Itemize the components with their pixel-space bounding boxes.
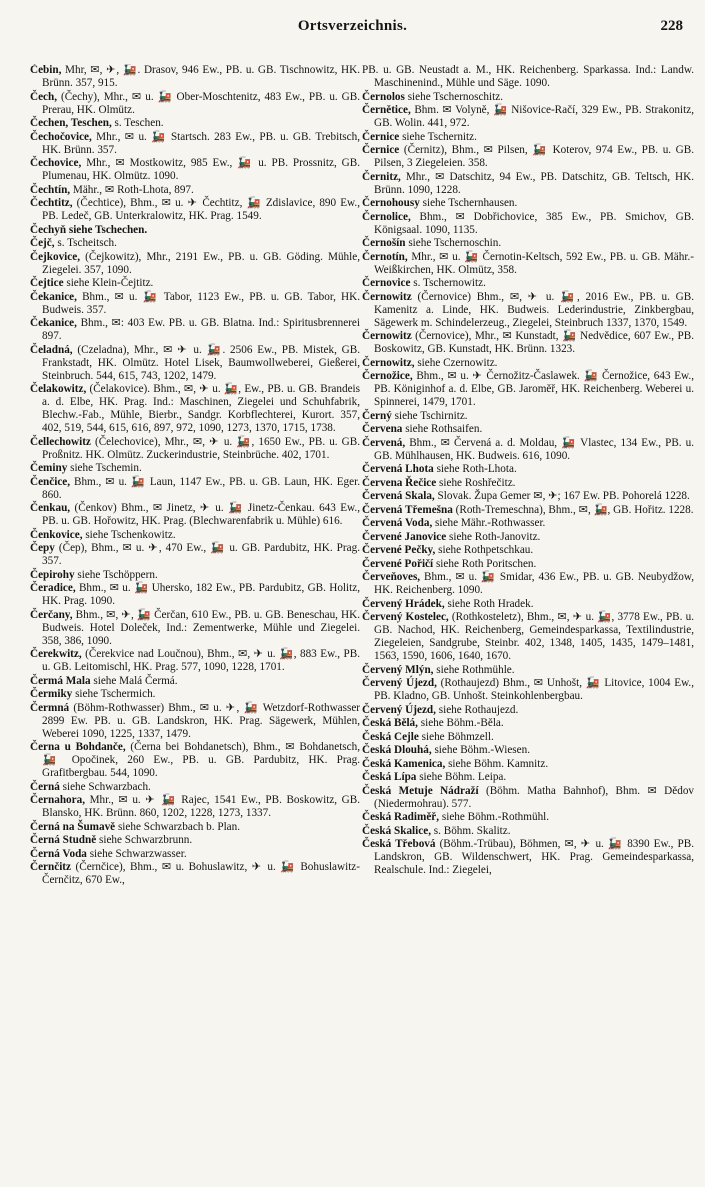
entry-text: siehe Roth Poritschen. <box>435 557 537 570</box>
entry-text: (Čelechovice), Mhr., ✉, ✈ u. 🚂, 1650 Ew., PB. u. GB. Proßnitz. HK. Olmütz. Zuckerindustrie, Steinbrüche. 402, 1701. <box>42 435 360 461</box>
entry-text: siehe Tschemin. <box>70 462 142 474</box>
directory-entry <box>30 834 360 847</box>
entry-headword: Černý <box>362 409 392 422</box>
entry-headword: Čech, <box>30 90 58 103</box>
entry-headword: Černolos <box>362 90 405 103</box>
directory-entry <box>362 277 694 290</box>
directory-entry <box>362 437 694 463</box>
directory-entry <box>362 463 694 476</box>
entry-text: siehe Czernowitz. <box>417 356 498 369</box>
directory-entry <box>362 677 694 703</box>
entry-text: (Černovice) Bhm., ✉, ✈ u. 🚂, 2016 Ew., PB. u. GB. Kamenitz a. Linde, HK. Budweis. Lederindustrie, Zinkbergbau, Sägewerk m. Schindelerzeug., Ziegelei, Steinbruch 1337, 1370, 1549. <box>374 290 694 329</box>
entry-headword: Česká Radiměř, <box>362 811 440 823</box>
directory-entry <box>362 104 694 130</box>
directory-entry <box>362 291 694 330</box>
entry-text: siehe Schwarzbach. <box>62 780 151 793</box>
entry-text: s. Teschen. <box>114 117 164 129</box>
entry-headword: Česká Skalice, <box>362 824 431 837</box>
directory-entry <box>30 502 360 528</box>
directory-entry <box>362 785 694 811</box>
entry-text: siehe Tschernitz. <box>402 130 477 143</box>
entry-headword: Černá na Šumavě <box>30 820 116 833</box>
directory-entry <box>362 611 694 663</box>
entry-headword: Česká Lípa <box>362 771 417 783</box>
entry-headword: Červeňoves, <box>362 571 421 583</box>
entry-text: siehe Roth-Janovitz. <box>449 530 541 543</box>
entry-text: Mhr., ✉ u. ✈ 🚂 Rajec, 1541 Ew., PB. Boskowitz, GB. Blansko, HK. Brünn. 860, 1202, 1228, 1273, 1337. <box>42 794 360 819</box>
entry-headword: Česká Třebová <box>362 838 436 850</box>
entry-text: (Černa bei Bohdanetsch), Bhm., ✉ Bohdanetsch, 🚂 Opočinek, 260 Ew., PB. u. GB. Pardubitz, HK. Prag. Grafitbergbau. 544, 1090. <box>42 741 360 779</box>
directory-entry <box>362 423 694 436</box>
entry-headword: Černá Voda <box>30 847 87 860</box>
entry-text: siehe Böhmzell. <box>421 730 494 743</box>
directory-entry <box>30 197 360 223</box>
entry-text: (Böhm-Rothwasser) Bhm., ✉ u. ✈, 🚂 Wetzdorf-Rothwasser 2899 Ew. PB. u. GB. Landskron, HK. Prag. Sägewerk, Mühlen, Weberei 1090, 1225, 1337, 1479. <box>42 701 360 740</box>
entry-headword: Černovice <box>362 277 411 289</box>
directory-entry <box>30 224 360 237</box>
directory-entry <box>362 664 694 677</box>
entry-headword: Čekanice, <box>30 317 77 329</box>
entry-text: s. Tschernowitz. <box>413 277 486 289</box>
entry-headword: Černahora, <box>30 794 85 806</box>
directory-entry <box>30 702 360 741</box>
directory-entry <box>362 825 694 838</box>
entry-headword: Čechtitz, <box>30 197 73 209</box>
entry-text: Bhm., ✉ u. 🚂 Laun, 1147 Ew., PB. u. GB. Laun, HK. Eger. 860. <box>42 475 360 501</box>
entry-text: Bhm., ✉ u. 🚂 Tabor, 1123 Ew., PB. u. GB. Tabor, HK. Budweis. 357. <box>42 290 360 316</box>
directory-entry <box>362 558 694 571</box>
directory-entry <box>30 344 360 383</box>
entry-text: siehe Rothpetschkau. <box>438 544 534 556</box>
directory-entry <box>30 476 360 502</box>
entry-headword: Červený Újezd, <box>362 703 436 716</box>
directory-entry <box>30 436 360 462</box>
entry-text: Mähr., ✉ Roth-Lhota, 897. <box>72 183 194 196</box>
entry-headword: Čebin, <box>30 64 62 76</box>
entry-headword: Čepy <box>30 542 55 554</box>
directory-entry <box>362 598 694 611</box>
entry-text: siehe Tschirnitz. <box>394 409 468 422</box>
directory-entry <box>30 64 360 90</box>
entry-text: s. Tscheitsch. <box>57 237 117 249</box>
entry-text: (Černovice), Mhr., ✉ Kunstadt, 🚂 Nedvědice, 607 Ew., PB. Boskowitz, GB. Kunstadt, HK. Brünn. 1323. <box>374 330 694 355</box>
entry-headword: Čelakowitz, <box>30 383 87 395</box>
entry-headword: Černice <box>362 130 400 143</box>
entry-headword: Čekanice, <box>30 290 77 303</box>
directory-entry <box>30 529 360 542</box>
entry-text: (Roth-Tremeschna), Bhm., ✉, 🚂, GB. Hořitz. 1228. <box>455 503 694 516</box>
directory-entry <box>30 291 360 317</box>
entry-headword: Černošín <box>362 237 406 249</box>
entry-headword: Česká Metuje Nádraží <box>362 784 479 797</box>
entry-headword: Černětice, <box>362 104 411 116</box>
entry-headword: Černá <box>30 780 60 793</box>
directory-entry <box>362 370 694 409</box>
entry-headword: Černožice, <box>362 370 413 382</box>
entry-text: siehe Rothaujezd. <box>438 703 519 716</box>
entry-headword: Čepirohy <box>30 568 75 581</box>
entry-headword: Čechyň siehe Tschechen. <box>30 223 148 236</box>
directory-entry <box>30 794 360 820</box>
entry-text: siehe Tschöppern. <box>77 568 158 581</box>
entry-text: siehe Tschernhausen. <box>422 197 518 209</box>
directory-entry <box>30 251 360 277</box>
directory-entry <box>30 383 360 435</box>
directory-entry <box>30 237 360 250</box>
entry-text: siehe Mähr.-Rothwasser. <box>435 517 546 529</box>
entry-text: Bhm., ✉: 403 Ew. PB. u. GB. Blatna. Ind.: Spiritusbrennerei 897. <box>42 317 360 342</box>
directory-entry <box>362 144 694 170</box>
entry-text: Bhm. ✉ Volyně, 🚂 Nišovice-Račí, 329 Ew., PB. Strakonitz, GB. Wolin. 441, 972. <box>374 104 694 129</box>
directory-entry <box>30 648 360 674</box>
entry-headword: Černá Studně <box>30 834 97 846</box>
directory-entry <box>30 675 360 688</box>
entry-text: (Čerekvice nad Loučnou), Bhm., ✉, ✈ u. 🚂, 883 Ew., PB. u. GB. Leitomischl, HK. Prag. 577, 1090, 1228, 1701. <box>42 648 360 673</box>
directory-entry <box>362 171 694 197</box>
directory-entry <box>362 758 694 771</box>
directory-entry <box>30 462 360 475</box>
entry-text: siehe Malá Čermá. <box>93 674 178 687</box>
entry-headword: Čeminy <box>30 462 68 474</box>
entry-headword: Čermiky <box>30 688 73 700</box>
entry-text: Bhm., ✉ Červená a. d. Moldau, 🚂 Vlastec, 134 Ew., PB. u. GB. Mühlhausen, HK. Budweis. 616, 1090. <box>374 436 694 462</box>
entry-headword: Čerčany, <box>30 608 73 621</box>
entry-text: Bhm., ✉, ✈, 🚂 Čerčan, 610 Ew., PB. u. GB. Beneschau, HK. Budweis. Hotel Doleček, Ind.: Zementwerke, Mühle und Ziegelei. 358, 386, 1090. <box>42 608 360 647</box>
directory-entry <box>362 771 694 784</box>
entry-text: Mhr, ✉, ✈, 🚂. Drasov, 946 Ew., PB. u. GB. Tischnowitz, HK. Brünn. 357, 915. <box>42 64 360 89</box>
entry-headword: Černowitz <box>362 330 412 342</box>
entry-text: (Čelakovice). Bhm., ✉, ✈ u. 🚂, Ew., PB. u. GB. Brandeis a. d. Elbe, HK. Prag. Ind.: Maschinen, Ziegelei und Schuhfabrik, Blechw.-Fab., Mühle, Bierbr., Sandgr. Korbflechterei, Kurort. 357, 402, 519, 544, 615, 616, 897, 972, 1090, 1273, 1370, 1715, 1738. <box>42 383 360 434</box>
right-column <box>362 64 694 1174</box>
entry-text: (Rothaujezd) Bhm., ✉ Unhošt, 🚂 Litovice, 1004 Ew., PB. Kladno, GB. Unhošt. Steinkohlenbergbau. <box>374 677 694 702</box>
entry-text: siehe Klein-Čejtitz. <box>66 277 154 289</box>
entry-headword: Černowitz <box>362 290 412 303</box>
directory-entry <box>362 490 694 503</box>
directory-entry <box>30 117 360 130</box>
directory-entry <box>362 517 694 530</box>
entry-headword: Čejtice <box>30 277 64 289</box>
directory-entry <box>30 848 360 861</box>
entry-headword: Červený Mlýn, <box>362 663 434 676</box>
entry-text: Mhr., ✉ Mostkowitz, 985 Ew., 🚂 u. PB. Prossnitz, GB. Plumenau, HK. Olmütz. 1090. <box>42 157 360 182</box>
entry-headword: Čellechowitz <box>30 435 91 448</box>
entry-text: Slovak. Župa Gemer ✉, ✈; 167 Ew. PB. Pohorelá 1228. <box>437 490 690 502</box>
entry-text: (Czeladna), Mhr., ✉ ✈ u. 🚂. 2506 Ew., PB. Mistek, GB. Frankstadt, HK. Olmütz. Hotel Lisek, Baumwollweberei, Gießerei, Steinbruch. 544, 615, 743, 1202, 1479. <box>42 343 360 382</box>
directory-entry <box>362 211 694 237</box>
directory-entry <box>30 861 360 887</box>
entry-headword: Červena <box>362 423 403 435</box>
entry-headword: Černice <box>362 144 400 156</box>
entry-text: siehe Tschenkowitz. <box>85 528 176 541</box>
entry-headword: Česká Dlouhá, <box>362 744 432 756</box>
entry-text: siehe Böhm.-Wiesen. <box>434 744 530 756</box>
directory-entry <box>362 197 694 210</box>
entry-text: (Černčice), Bhm., ✉ u. Bohuslawitz, ✈ u. 🚂 Bohuslawitz-Černčitz, 670 Ew., <box>42 861 360 886</box>
directory-entry <box>362 504 694 517</box>
entry-text: siehe Roth-Lhota. <box>436 463 517 475</box>
directory-entry <box>362 237 694 250</box>
entry-text: siehe Böhm.-Rothmühl. <box>441 811 550 823</box>
entry-text: siehe Roshřečitz. <box>439 476 516 489</box>
directory-entry <box>362 410 694 423</box>
entry-headword: Černowitz, <box>362 356 415 369</box>
entry-headword: Čechen, Teschen, <box>30 117 112 129</box>
entry-headword: Červená, <box>362 436 406 449</box>
directory-entry <box>362 131 694 144</box>
entry-text: Bhm., ✉ u. 🚂 Uhersko, 182 Ew., PB. Pardubitz, GB. Holitz, HK. Prag. 1090. <box>42 582 360 607</box>
entry-text: siehe Böhm. Kamnitz. <box>448 757 549 770</box>
directory-entry <box>30 609 360 648</box>
entry-headword: Červený Kostelec, <box>362 611 449 623</box>
entry-headword: Červené Janovice <box>362 530 447 543</box>
entry-headword: Čerekwitz, <box>30 648 82 660</box>
directory-entry <box>362 704 694 717</box>
entry-headword: Červený Hrádek, <box>362 597 445 610</box>
entry-text: (Černitz), Bhm., ✉ Pilsen, 🚂 Koterov, 974 Ew., PB. u. GB. Pilsen, 3 Ziegeleien. 358. <box>374 144 694 169</box>
entry-headword: Červená Lhota <box>362 463 434 475</box>
entry-headword: Česká Bělá, <box>362 717 418 729</box>
entry-headword: Čejč, <box>30 237 55 249</box>
entry-text: siehe Tschernoschitz. <box>407 90 504 103</box>
directory-entry <box>30 688 360 701</box>
entry-headword: Červená Voda, <box>362 517 433 529</box>
entry-headword: Černolice, <box>362 210 411 223</box>
entry-text: siehe Schwarzwasser. <box>89 847 187 860</box>
directory-entry <box>30 317 360 343</box>
entry-headword: Čejkovice, <box>30 250 81 263</box>
entry-text: siehe Böhm. Leipa. <box>419 771 507 783</box>
entry-text: PB. u. GB. Neustadt a. M., HK. Reichenberg. Sparkassa. Ind.: Landw. Maschinenind., Mühle und Säge. 1090. <box>362 64 694 89</box>
entry-text: Bhm., ✉ u. ✈ Černožitz-Časlawek. 🚂 Černožice, 643 Ew., PB. Königinhof a. d. Elbe, GB. Jaroměř, HK. Reichenberg. Weberei u. Spinnerei, 1479, 1701. <box>374 370 694 408</box>
entry-text: siehe Tschermich. <box>75 688 156 700</box>
directory-entry <box>362 531 694 544</box>
directory-entry <box>30 91 360 117</box>
entry-headword: Černotín, <box>362 250 408 263</box>
page-number: 228 <box>660 18 683 34</box>
directory-entry <box>362 811 694 824</box>
directory-entry <box>362 251 694 277</box>
directory-entry <box>30 741 360 780</box>
entry-headword: Červena Řečice <box>362 476 437 489</box>
directory-entry <box>362 544 694 557</box>
entry-text: siehe Tschernoschin. <box>408 237 502 249</box>
entry-text: siehe Roth Hradek. <box>447 597 534 610</box>
entry-headword: Černohousy <box>362 197 420 209</box>
entry-text: (Čenkov) Bhm., ✉ Jinetz, ✈ u. 🚂 Jinetz-Čenkau. 643 Ew., PB. u. GB. Hořowitz, HK. Prag. (Blechwarenfabrik u. Mühle) 616. <box>42 502 360 527</box>
directory-entry <box>362 744 694 757</box>
entry-headword: Čenkau, <box>30 502 71 514</box>
entry-text: (Čechy), Mhr., ✉ u. 🚂 Ober-Moschtenitz, 483 Ew., PB. u. GB. Prerau, HK. Olmütz. <box>42 90 360 116</box>
entry-headword: Čeladná, <box>30 343 73 356</box>
entry-text: (Čechtice), Bhm., ✉ u. ✈ Čechtitz, 🚂 Zdislavice, 890 Ew., PB. Ledeč, GB. Unterkralowitz, HK. Prag. 1549. <box>42 197 360 222</box>
directory-entry <box>362 91 694 104</box>
entry-headword: Černa u Bohdanče, <box>30 741 126 753</box>
entry-headword: Červená Skala, <box>362 490 435 502</box>
directory-entry <box>30 157 360 183</box>
entry-headword: Česká Kamenica, <box>362 757 446 770</box>
directory-entry <box>30 542 360 568</box>
entry-text: siehe Rothsaifen. <box>405 423 483 435</box>
entry-text: siehe Schwarzbrunn. <box>99 834 193 846</box>
entry-text: siehe Schwarzbach b. Plan. <box>117 820 241 833</box>
entry-text: (Čep), Bhm., ✉ u. ✈, 470 Ew., 🚂 u. GB. Pardubitz, HK. Prag. 357. <box>42 542 360 567</box>
entry-text: siehe Böhm.-Běla. <box>420 717 504 729</box>
directory-entry <box>362 330 694 356</box>
entry-headword: Červené Pečky, <box>362 544 436 556</box>
directory-entry <box>362 64 694 90</box>
entry-headword: Červený Újezd, <box>362 677 437 689</box>
directory-entry <box>30 131 360 157</box>
entry-text: Mhr., ✉ u. 🚂 Černotin-Keltsch, 592 Ew., PB. u. GB. Mähr.-Weißkirchen, HK. Olmütz, 358. <box>374 250 694 276</box>
directory-entry <box>362 571 694 597</box>
entry-headword: Čechtín, <box>30 183 71 196</box>
entry-headword: Černitz, <box>362 170 401 183</box>
left-column <box>30 64 360 1174</box>
entry-headword: Červené Pořičí <box>362 557 434 570</box>
entry-headword: Čenkovice, <box>30 528 83 541</box>
directory-entry <box>362 477 694 490</box>
directory-entry <box>30 582 360 608</box>
directory-entry <box>362 731 694 744</box>
entry-text: Mhr., ✉ Datschitz, 94 Ew., PB. Datschitz, GB. Teltsch, HK. Brünn. 1090, 1228. <box>374 170 694 196</box>
entry-text: s. Böhm. Skalitz. <box>433 824 511 837</box>
directory-entry <box>30 781 360 794</box>
entry-text: (Čejkowitz), Mhr., 2191 Ew., PB. u. GB. Göding. Mühle, Ziegelei. 357, 1090. <box>42 250 360 276</box>
entry-text: (Böhm. Matha Bahnhof), Bhm. ✉ Dědov (Niedermohrau). 577. <box>374 784 694 810</box>
entry-headword: Čermá Mala <box>30 674 91 687</box>
directory-entry <box>362 838 694 877</box>
entry-text: (Böhm.-Trübau), Böhmen, ✉, ✈ u. 🚂 8390 Ew., PB. Landskron, GB. Wildenschwert, HK. Prag. Gemeindesparkassa, Realschule. Ind.: Ziegelei, <box>374 838 694 876</box>
entry-text: Bhm., ✉ u. 🚂 Smidar, 436 Ew., PB. u. GB. Neubydžow, HK. Reichenberg. 1090. <box>374 571 694 596</box>
page-title: Ortsverzeichnis. <box>297 18 408 34</box>
entry-headword: Čechočovice, <box>30 130 92 143</box>
entry-text: Bhm., ✉ Dobřichovice, 385 Ew., PB. Smichov, GB. Königsaal. 1090, 1135. <box>374 210 694 236</box>
entry-text: (Rothkosteletz), Bhm., ✉, ✈ u. 🚂, 3778 Ew., PB. u. GB. Nachod, HK. Reichenberg, Gemeindesparkassa, Textilindustrie, Ziegeleien, Sandgrube, Steinbr. 402, 1348, 1405, 1435, 1479–1481, 1563, 1590, 1606, 1640, 1670. <box>374 611 694 662</box>
directory-entry <box>30 184 360 197</box>
directory-entry <box>30 277 360 290</box>
entry-headword: Čeradice, <box>30 582 76 594</box>
entry-headword: Čechovice, <box>30 157 82 169</box>
directory-entry <box>30 569 360 582</box>
entry-text: Mhr., ✉ u. 🚂 Startsch. 283 Ew., PB. u. GB. Trebitsch, HK. Brünn. 357. <box>42 130 360 156</box>
directory-entry <box>362 717 694 730</box>
entry-headword: Černčitz <box>30 861 71 873</box>
directory-entry <box>362 357 694 370</box>
page-header <box>0 12 705 48</box>
directory-entry <box>30 821 360 834</box>
entry-headword: Čermná <box>30 701 70 714</box>
entry-headword: Červená Třemešna <box>362 503 453 516</box>
entry-text: siehe Rothmühle. <box>436 663 515 676</box>
entry-headword: Čenčice, <box>30 475 71 488</box>
entry-headword: Česká Cejle <box>362 730 419 743</box>
